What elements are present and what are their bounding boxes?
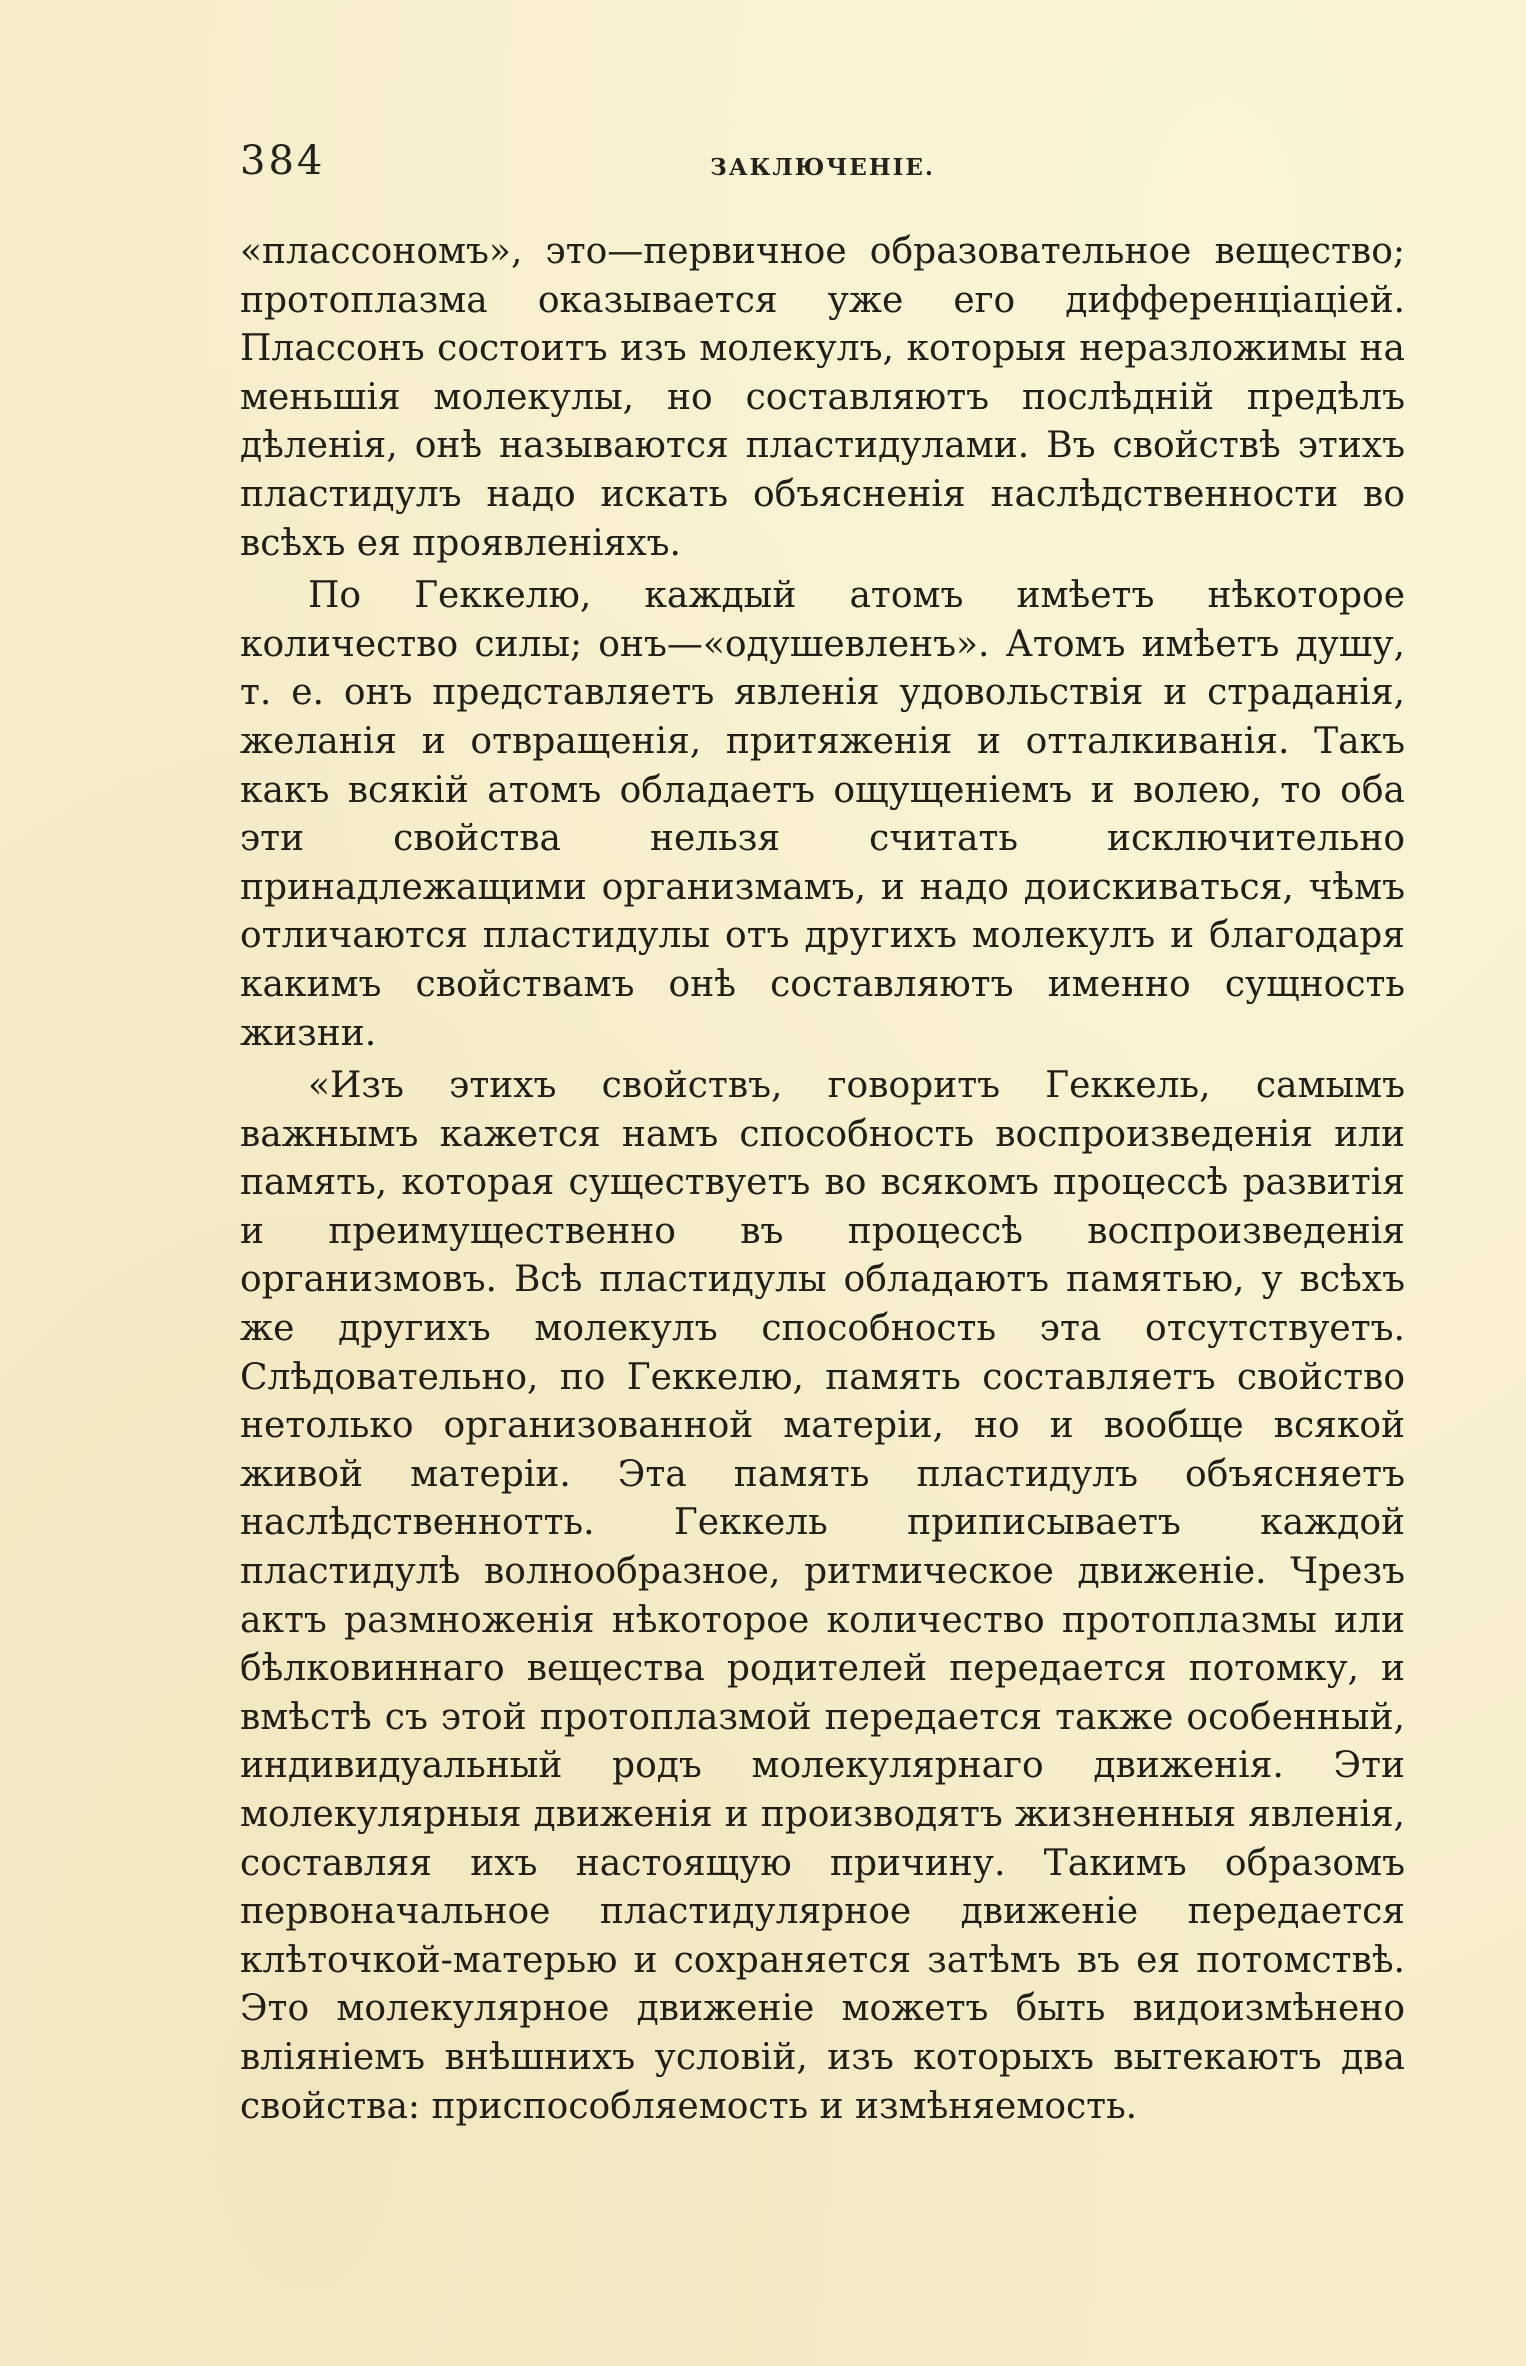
page-header <box>240 138 1405 198</box>
paragraph-1: «плассономъ», это—первичное образовательное вещество; протоплазма оказывается уже его дифференціаціей. Плассонъ состоитъ изъ молекулъ, которыя неразложимы на меньшія молекулы, но составляютъ послѣдній предѣлъ дѣленія, онѣ называются пластидулами. Въ свойствѣ этихъ пластидулъ надо искать объясненія наслѣдственности во всѣхъ ея проявленіяхъ. <box>240 231 1405 564</box>
body-text <box>240 228 1405 2135</box>
page-number: 384 <box>240 138 326 184</box>
paragraph-3: «Изъ этихъ свойствъ, говоритъ Геккель, самымъ важнымъ кажется намъ способность воспроизведенія или память, которая существуетъ во всякомъ процессѣ развитія и преимущественно въ процессѣ воспроизведенія организмовъ. Всѣ пластидулы обладаютъ памятью, у всѣхъ же другихъ молекулъ способность эта отсутствуетъ. Слѣдовательно, по Геккелю, память составляетъ свойство нетолько организованной матеріи, но и вообще всякой живой матеріи. Эта память пластидулъ объясняетъ наслѣдственнотть. Геккель приписываетъ каждой пластидулѣ волнообразное, ритмическое движеніе. Чрезъ актъ размноженія нѣкоторое количество протоплазмы или бѣлковиннаго вещества родителей передается потомку, и вмѣстѣ съ этой протоплазмой передается также особенный, индивидуальный родъ молекулярнаго движенія. Эти молекулярныя движенія и производятъ жизненныя явленія, составляя ихъ настоящую причину. Такимъ образомъ первоначальное пластидулярное движеніе передается клѣточкой-матерью и сохраняется затѣмъ въ ея потомствѣ. Это молекулярное движеніе можетъ быть видоизмѣнено вліяніемъ внѣшнихъ условій, изъ которыхъ вытекаютъ два свойства: приспособляемость и измѣняемость. <box>240 1065 1405 2127</box>
running-title: ЗАКЛЮЧЕНІЕ. <box>710 154 935 181</box>
paragraph-2: По Геккелю, каждый атомъ имѣетъ нѣкоторое количество силы; онъ—«одушевленъ». Атомъ имѣетъ душу, т. е. онъ представляетъ явленія удовольствія и страданія, желанія и отвращенія, притяженія и отталкиванія. Такъ какъ всякій атомъ обладаетъ ощущеніемъ и волею, то оба эти свойства нельзя считать исключительно принадлежащими организмамъ, и надо доискиваться, чѣмъ отличаются пластидулы отъ другихъ молекулъ и благодаря какимъ свойствамъ онѣ составляютъ именно сущность жизни. <box>240 575 1405 1054</box>
